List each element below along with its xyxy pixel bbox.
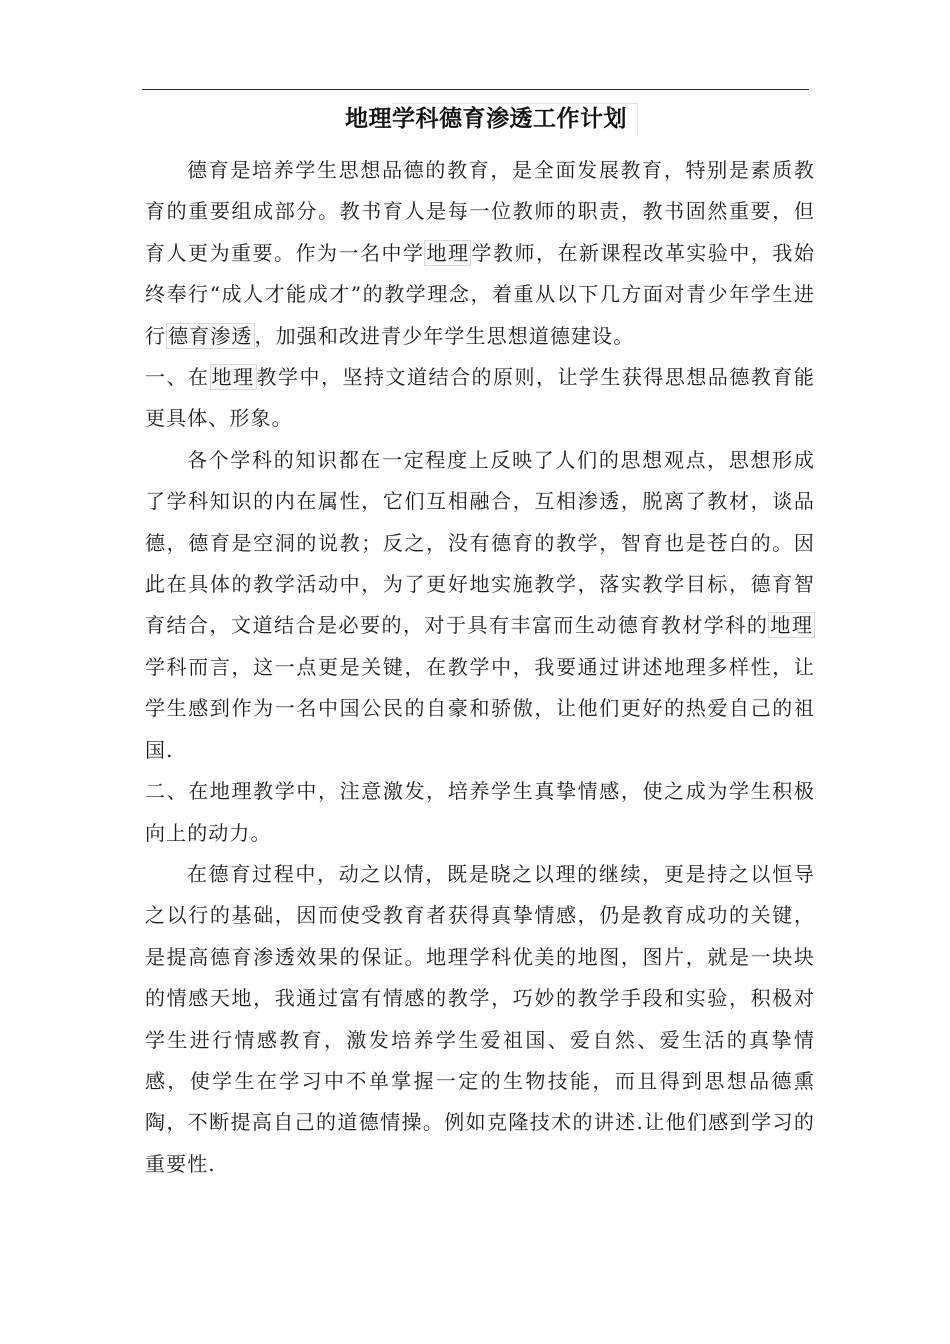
highlighted-term: 地理 — [770, 613, 814, 638]
heading-text: 教学中，坚持文道结合的原则，让学生获得思想品德教育能更具体、形象。 — [145, 365, 815, 431]
heading-text: 一、在 — [145, 365, 210, 390]
highlighted-term: 地理 — [211, 365, 255, 390]
document-title — [345, 99, 638, 139]
paragraph-text: 各个学科的知识都在一定程度上反映了人们的思想观点，思想形成了学科知识的内在属性，它们互相融合，互相渗透，脱离了教材，谈品德，德育是空洞的说教；反之，没有德育的教学，智育也是苍白的。因此在具体的教学活动中，为了更好地实施教学，落实教学目标，德育智育结合，文道结合是必要的，对于具有丰富而生动德育教材学科的 — [145, 447, 815, 638]
paragraph-intro — [145, 150, 815, 357]
highlighted-term: 地理 — [426, 240, 470, 265]
highlighted-term: 德育渗透 — [168, 323, 253, 348]
paragraph-section-2: 在德育过程中，动之以情，既是晓之以理的继续，更是持之以恒导之以行的基础，因而使受教育者获得真挚情感，仍是教育成功的关键，是提高德育渗透效果的保证。地理学科优美的地图，图片，就是一块块的情感天地，我通过富有情感的教学，巧妙的教学手段和实验，积极对学生进行情感教育，激发培养学生爱祖国、爱自然、爱生活的真挚情感，使学生在学习中不单掌握一定的生物技能，而且得到思想品德熏陶，不断提高自己的道德情操。例如克隆技术的讲述.让他们感到学习的重要性. — [145, 861, 815, 1176]
paragraph-text: ，加强和改进青少年学生思想道德建设。 — [254, 323, 635, 348]
section-heading-1 — [145, 357, 815, 440]
paragraph-section-1 — [145, 440, 815, 771]
section-heading-2: 二、在地理教学中，注意激发，培养学生真挚情感，使之成为学生积极向上的动力。 — [145, 779, 815, 845]
title-part-1: 地理 — [345, 106, 392, 132]
document-body — [145, 150, 815, 1185]
paragraph-text: 学科而言，这一点更是关键，在教学中，我要通过讲述地理多样性，让学生感到作为一名中国公民的自豪和骄傲，让他们更好的热爱自己的祖国. — [145, 654, 815, 762]
paragraph-text: 德育是培养学生思想品德的教育，是全面发展教育，特别是素质教育的重要组成部分。教书育人是每一位教师的职责，教书固然重要，但育人更为重要。作为一名中学 — [145, 158, 815, 265]
title-part-2: 学科德育渗透工作计划 — [392, 103, 638, 134]
paragraph-text: 学教师，在新课程改革实验中，我始终奉行“成人才能成才”的教学理念，着重从以下几方面对青少年学生进行 — [145, 240, 815, 348]
header-rule — [142, 89, 809, 90]
